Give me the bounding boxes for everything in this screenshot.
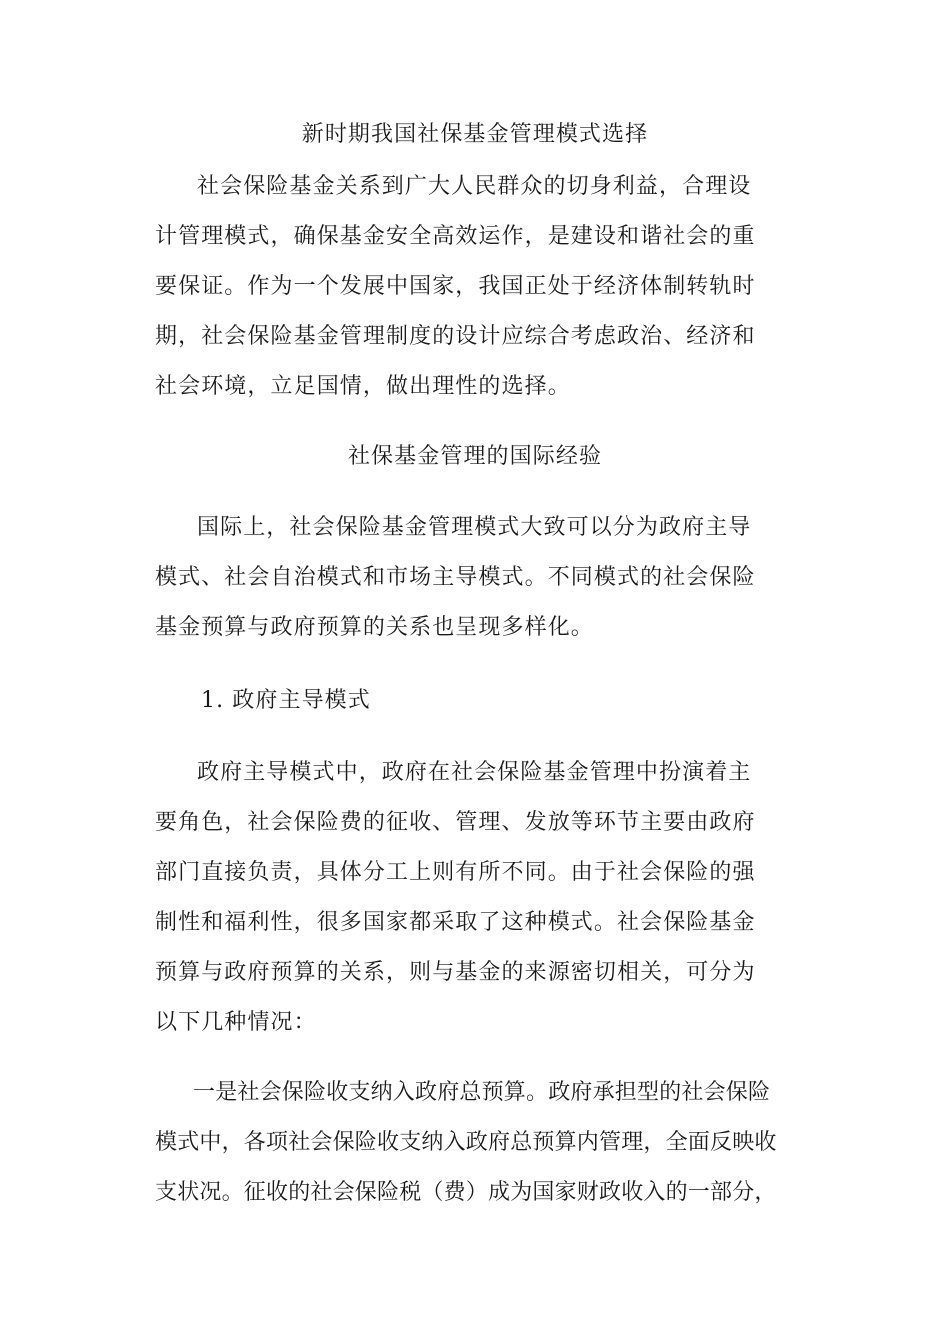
paragraph-line: 预算与政府预算的关系，则与基金的来源密切相关，可分为 xyxy=(155,960,756,985)
paragraph-line: 期，社会保险基金管理制度的设计应综合考虑政治、经济和 xyxy=(155,324,756,349)
paragraph-line: 模式中，各项社会保险收支纳入政府总预算内管理，全面反映收 xyxy=(155,1130,777,1155)
paragraph-line: 社会环境，立足国情，做出理性的选择。 xyxy=(155,374,571,399)
paragraph-line: 部门直接负责，具体分工上则有所不同。由于社会保险的强 xyxy=(155,860,756,885)
paragraph-line: 国际上，社会保险基金管理模式大致可以分为政府主导 xyxy=(197,515,752,540)
paragraph-line: 一是社会保险收支纳入政府总预算。政府承担型的社会保险 xyxy=(193,1080,771,1105)
intro-paragraph xyxy=(155,162,777,412)
paragraph-line: 支状况。征收的社会保险税（费）成为国家财政收入的一部分， xyxy=(155,1180,777,1205)
subheading-block xyxy=(155,676,777,726)
case-one-paragraph xyxy=(155,1068,777,1218)
paragraph-line: 以下几种情况： xyxy=(155,1010,317,1035)
section-intro-paragraph xyxy=(155,503,777,653)
gov-mode-paragraph xyxy=(155,748,777,1048)
paragraph-line: 计管理模式，确保基金安全高效运作，是建设和谐社会的重 xyxy=(155,224,756,249)
paragraph-line: 模式、社会自治模式和市场主导模式。不同模式的社会保险 xyxy=(155,565,756,590)
paragraph-line: 社会保险基金关系到广大人民群众的切身利益，合理设 xyxy=(197,174,752,199)
subheading: 1. 政府主导模式 xyxy=(201,688,371,713)
section-heading: 社保基金管理的国际经验 xyxy=(347,444,603,469)
paragraph-line: 要角色，社会保险费的征收、管理、发放等环节主要由政府 xyxy=(155,810,756,835)
paragraph-line: 基金预算与政府预算的关系也呈现多样化。 xyxy=(155,615,594,640)
paragraph-line: 要保证。作为一个发展中国家，我国正处于经济体制转轨时 xyxy=(155,274,756,299)
document-title: 新时期我国社保基金管理模式选择 xyxy=(301,122,649,147)
paragraph-line: 制性和福利性，很多国家都采取了这种模式。社会保险基金 xyxy=(155,910,756,935)
paragraph-line: 政府主导模式中，政府在社会保险基金管理中扮演着主 xyxy=(197,760,752,785)
